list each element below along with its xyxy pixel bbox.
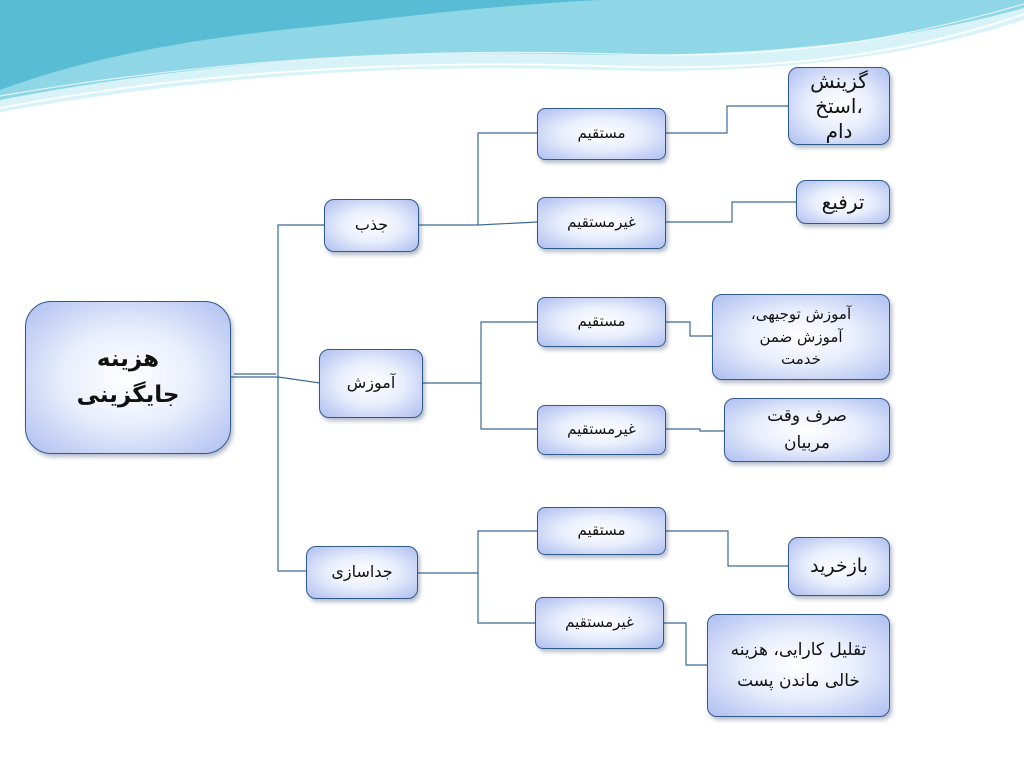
subtype-node-jodasazi-direct: مستقیم [537,507,666,555]
leaf-node-selection-hiring [788,67,890,145]
leaf-text-line: آموزش ضمن [759,327,843,346]
leaf-text-line: خدمت [781,350,821,369]
leaf-text-line: آموزش توجیهی، [750,305,852,324]
leaf-text-line: تقلیل کارایی، هزینه [730,639,867,660]
leaf-node-buyout [788,537,890,596]
root-label-line2: جایگزینی [76,381,180,408]
subtype-node-amoozesh-direct: مستقیم [537,297,666,347]
leaf-text-line: بازخرید [810,554,868,577]
leaf-text-line: مربیان [784,433,831,453]
leaf-text-line: صرف وقت [767,405,847,426]
subtype-node-jazb-direct: مستقیم [537,108,666,160]
leaf-node-efficiency-vacancy [707,614,890,717]
subtype-node-jodasazi-indirect: غیرمستقیم [535,597,664,649]
root-node [25,301,231,454]
subtype-node-jazb-indirect: غیرمستقیم [537,197,666,249]
leaf-text-line: ترفیع [821,189,865,214]
leaf-node-trainer-time [724,398,890,462]
leaf-text-line: ،استخ [815,93,863,118]
leaf-node-promotion [796,180,890,224]
subtype-node-amoozesh-indirect: غیرمستقیم [537,405,666,455]
leaf-text-line: خالی ماندن پست [737,670,860,691]
root-label-line1: هزینه [96,345,160,372]
leaf-node-orientation-training [712,294,890,380]
leaf-text-line: دام [825,118,853,143]
category-node-jodasazi: جداسازی [306,546,418,599]
leaf-text-line: گزینش [810,68,868,93]
category-node-jazb: جذب [324,199,419,252]
category-node-amoozesh: آموزش [319,349,423,418]
